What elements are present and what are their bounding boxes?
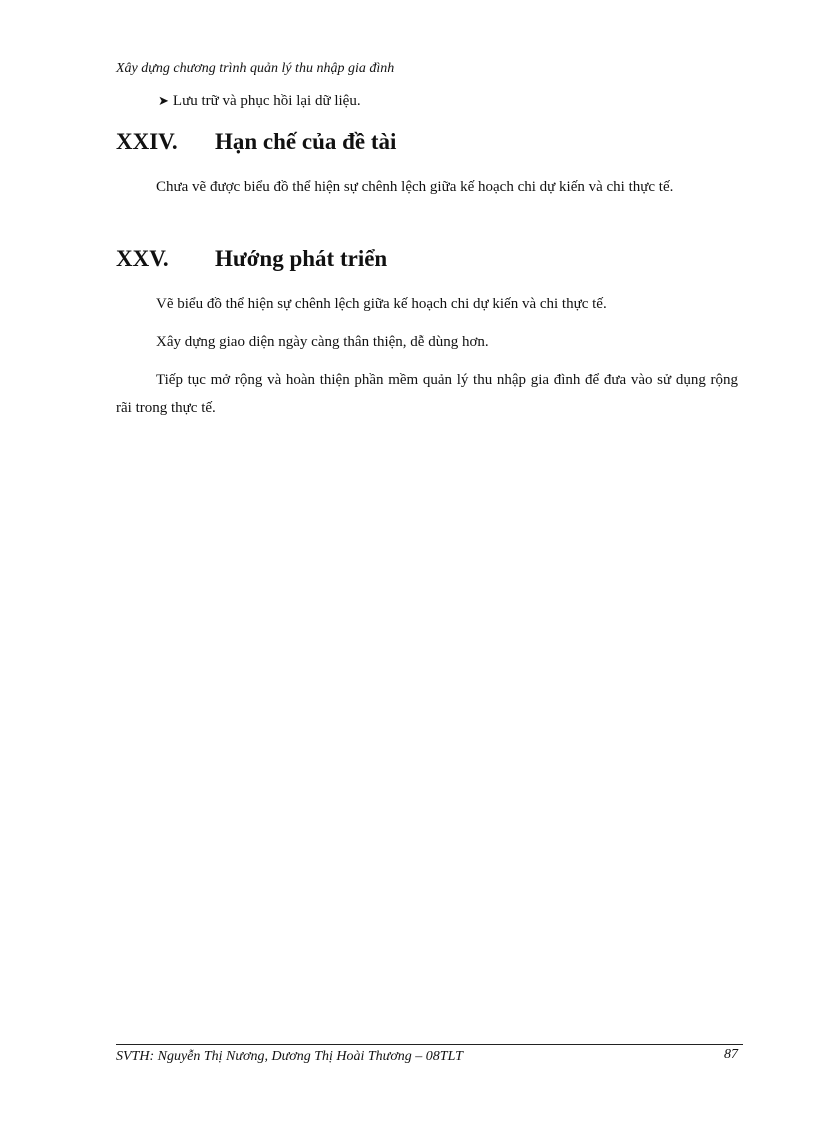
- running-header: Xây dựng chương trình quản lý thu nhập gia đình: [116, 61, 395, 76]
- paragraph: Chưa vẽ được biểu đồ thể hiện sự chênh lệch giữa kế hoạch chi dự kiến và chi thực tế.: [156, 179, 674, 195]
- paragraph: Tiếp tục mở rộng và hoàn thiện phần mềm quản lý thu nhập gia đình để đưa vào sử dụng rộng rãi trong thực tế.: [116, 372, 738, 416]
- section-number: XXV.: [116, 246, 169, 271]
- section-title: Hướng phát triển: [215, 246, 388, 271]
- section-heading-limitations: [116, 128, 396, 156]
- arrow-bullet-icon: ➤: [158, 93, 169, 108]
- section-title: Hạn chế của đề tài: [215, 129, 397, 154]
- bullet-text: Lưu trữ và phục hồi lại dữ liệu.: [172, 93, 361, 109]
- page-number: 87: [724, 1047, 738, 1062]
- paragraph: Xây dựng giao diện ngày càng thân thiện, dễ dùng hơn.: [156, 334, 489, 350]
- paragraph: Vẽ biểu đồ thể hiện sự chênh lệch giữa kế hoạch chi dự kiến và chi thực tế.: [156, 296, 607, 312]
- footer-divider: [116, 1044, 743, 1045]
- footer-authors: SVTH: Nguyễn Thị Nương, Dương Thị Hoài Thương – 08TLT: [116, 1049, 463, 1064]
- section-number: XXIV.: [116, 129, 178, 154]
- section-heading-development: [116, 245, 387, 273]
- bullet-item: [158, 91, 361, 111]
